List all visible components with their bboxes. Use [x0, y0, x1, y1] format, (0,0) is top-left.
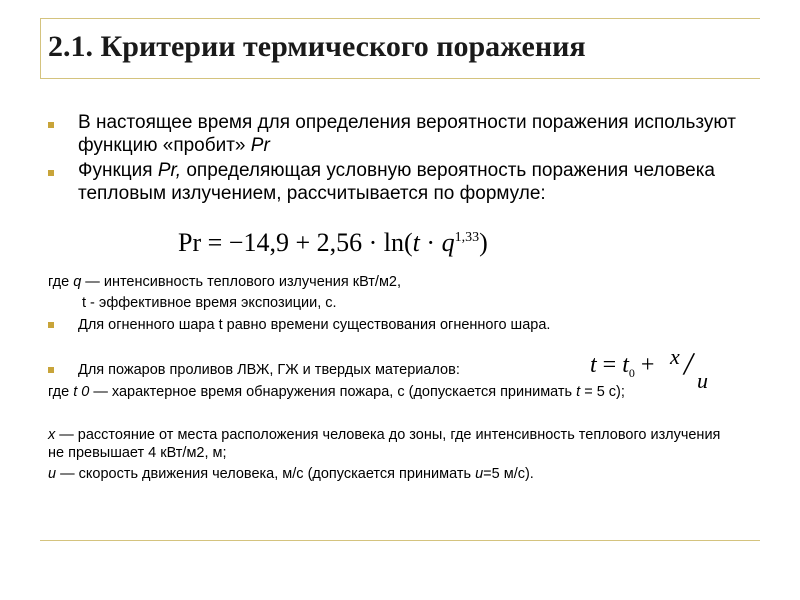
bullet-text: В настоящее время для определения вероятности поражения используют функцию «пробит» [78, 112, 736, 156]
where-u-line [48, 465, 748, 483]
pr-symbol: Pr [250, 135, 270, 156]
formula-body: = −14,9 + 2,56 · ln( [201, 228, 413, 257]
bullet-text: Функция [78, 160, 158, 181]
bullet-fireball: Для огненного шара t равно времени существования огненного шара. [78, 317, 551, 333]
bullet-probit-function [78, 159, 778, 205]
bottom-rule [40, 540, 760, 541]
var-t: t [576, 384, 581, 400]
exposure-time-formula [590, 352, 654, 381]
formula-x: x [670, 344, 680, 369]
formula-eq: = [596, 352, 623, 378]
var-q: q [73, 274, 82, 290]
formula-slash: / [681, 345, 697, 384]
where-prefix: где [48, 274, 74, 290]
formula-close: ) [479, 228, 488, 257]
formula-q: q [441, 228, 455, 257]
where-q-line [48, 273, 401, 291]
var-u: u [475, 466, 484, 482]
where-text: — характерное время обнаружения пожара, с (допускается принимать [89, 384, 577, 400]
where-text: =5 м/с). [483, 466, 534, 482]
where-text: — расстояние от места расположения человека до зоны, где интенсивность теплового излучения не превышает 4 кВт/м2, м; [48, 427, 721, 461]
formula-exponent: 1,33 [454, 230, 480, 245]
formula-t0: t [622, 352, 629, 378]
var-t: t [82, 295, 87, 311]
where-t0-line [48, 383, 748, 401]
var-t0: t 0 [73, 384, 90, 400]
title-underline [40, 78, 760, 79]
formula-dot: · [419, 228, 442, 257]
where-text: — интенсивность теплового излучения кВт/м2, [81, 274, 402, 290]
bullet-marker [48, 322, 54, 328]
bullet-spills: Для пожаров проливов ЛВЖ, ГЖ и твердых материалов: [78, 362, 460, 378]
formula-t: t [590, 352, 597, 378]
formula-lhs: Pr [178, 228, 202, 257]
probit-formula [178, 228, 488, 258]
bullet-marker [48, 170, 54, 176]
formula-t: t [412, 228, 420, 257]
where-x-line [48, 426, 728, 462]
where-text: = 5 с); [580, 384, 625, 400]
where-text: — скорость движения человека, м/с (допускается принимать [56, 466, 476, 482]
top-rule [40, 18, 760, 19]
formula-plus: + [634, 352, 655, 378]
formula-sub0: 0 [628, 366, 635, 380]
bullet-text: определяющая условную вероятность поражения человека тепловым излучением, рассчитывается по формуле: [78, 160, 715, 204]
formula-u: u [697, 368, 708, 393]
var-u: u [48, 466, 57, 482]
where-text: - эффективное время экспозиции, с. [86, 295, 337, 311]
where-prefix: где [48, 384, 74, 400]
left-rule [40, 18, 41, 78]
bullet-marker [48, 367, 54, 373]
where-t-line [82, 294, 337, 312]
bullet-marker [48, 122, 54, 128]
pr-symbol: Pr, [157, 160, 182, 181]
var-x: x [48, 427, 56, 443]
bullet-probit-intro [78, 111, 778, 157]
slide-title: 2.1. Критерии термического поражения [48, 30, 586, 63]
